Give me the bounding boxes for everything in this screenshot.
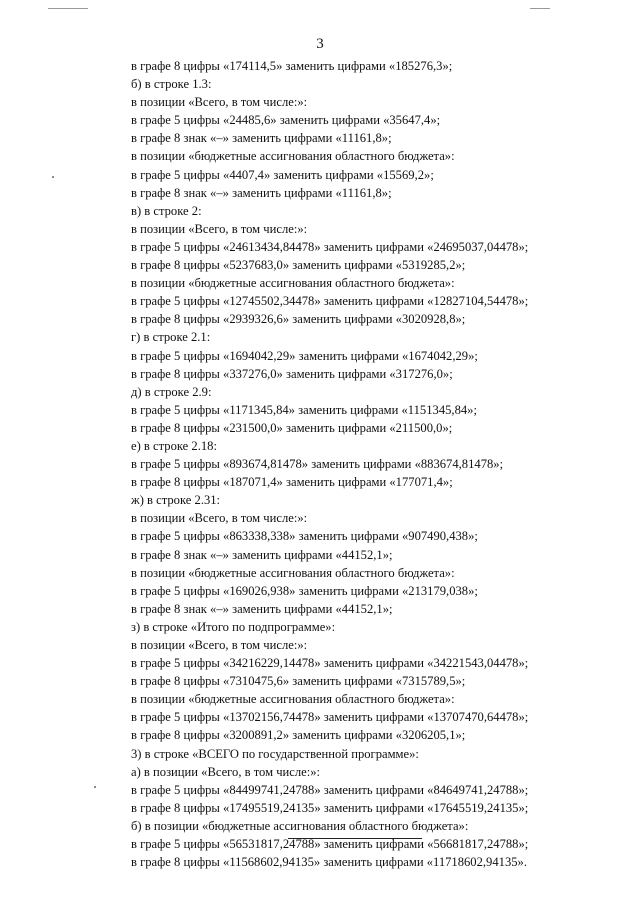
text-line: в позиции «Всего, в том числе:»:	[131, 638, 308, 652]
scan-artifact-dot	[94, 786, 96, 788]
text-line: в графе 5 цифры «24613434,84478» заменить цифрами «24695037,04478»;	[131, 239, 529, 254]
text-line: в графе 5 цифры «4407,4» заменить цифрами «15569,2»;	[131, 167, 434, 182]
text-line: в графе 8 знак «–» заменить цифрами «44152,1»;	[131, 601, 393, 616]
text-line: в графе 5 цифры «1171345,84» заменить цифрами «1151345,84»;	[131, 402, 477, 417]
scan-artifact-dot	[52, 176, 54, 178]
closing-rule	[288, 838, 422, 839]
text-line: в графе 8 цифры «17495519,24135» заменить цифрами «17645519,24135»;	[131, 800, 529, 815]
text-line: а) в позиции «Всего, в том числе:»:	[131, 764, 321, 779]
text-line: з) в строке «Итого по подпрограмме»:	[131, 619, 336, 634]
document-body	[131, 57, 621, 871]
text-line: в графе 8 цифры «2939326,6» заменить цифрами «3020928,8»;	[131, 312, 466, 327]
text-line: в графе 5 цифры «893674,81478» заменить цифрами «883674,81478»;	[131, 457, 504, 472]
text-line: в) в строке 2:	[131, 203, 202, 218]
text-line: д) в строке 2.9:	[131, 384, 212, 399]
text-line: в графе 5 цифры «24485,6» заменить цифрами «35647,4»;	[131, 113, 441, 128]
text-line: в графе 8 знак «–» заменить цифрами «11161,8»;	[131, 131, 392, 146]
scan-artifact-top-right	[530, 8, 550, 9]
text-line: в графе 8 цифры «187071,4» заменить цифрами «177071,4»;	[131, 475, 453, 490]
text-line: в позиции «бюджетные ассигнования областного бюджета»:	[131, 692, 455, 707]
text-line: е) в строке 2.18:	[131, 438, 217, 453]
page-number: 3	[316, 36, 324, 52]
text-line: в графе 8 знак «–» заменить цифрами «11161,8»;	[131, 185, 392, 200]
text-line: г) в строке 2.1:	[131, 330, 211, 345]
text-line: б) в строке 1.3:	[131, 77, 212, 92]
text-line: в позиции «Всего, в том числе:»:	[131, 221, 308, 236]
text-line: в позиции «бюджетные ассигнования областного бюджета»:	[131, 276, 455, 291]
text-line: в графе 8 цифры «11568602,94135» заменить цифрами «11718602,94135».	[131, 855, 527, 870]
text-line: в позиции «бюджетные ассигнования областного бюджета»:	[131, 149, 455, 164]
text-line: в графе 8 цифры «231500,0» заменить цифрами «211500,0»;	[131, 420, 453, 435]
text-line: в графе 8 цифры «5237683,0» заменить цифрами «5319285,2»;	[131, 258, 466, 273]
text-line: в графе 5 цифры «56531817,24788» заменить цифрами «56681817,24788»;	[131, 837, 529, 852]
text-line: в графе 5 цифры «84499741,24788» заменить цифрами «84649741,24788»;	[131, 782, 529, 797]
text-line: в позиции «бюджетные ассигнования областного бюджета»:	[131, 565, 455, 580]
text-line: ж) в строке 2.31:	[131, 493, 221, 508]
text-line: в графе 5 цифры «12745502,34478» заменить цифрами «12827104,54478»;	[131, 294, 529, 309]
text-line: в графе 5 цифры «863338,338» заменить цифрами «907490,438»;	[131, 529, 478, 544]
text-line: в позиции «Всего, в том числе:»:	[131, 95, 308, 110]
text-line: в графе 8 цифры «3200891,2» заменить цифрами «3206205,1»;	[131, 728, 466, 743]
text-line: в графе 5 цифры «169026,938» заменить цифрами «213179,038»;	[131, 583, 478, 598]
text-line: в графе 8 знак «–» заменить цифрами «44152,1»;	[131, 547, 393, 562]
text-line: б) в позиции «бюджетные ассигнования областного бюджета»:	[131, 818, 469, 833]
text-line: в графе 8 цифры «337276,0» заменить цифрами «317276,0»;	[131, 366, 453, 381]
text-line: 3) в строке «ВСЕГО по государственной программе»:	[131, 746, 419, 761]
text-line: в графе 8 цифры «7310475,6» заменить цифрами «7315789,5»;	[131, 674, 466, 689]
scan-artifact-top	[48, 8, 88, 9]
text-line: в графе 5 цифры «1694042,29» заменить цифрами «1674042,29»;	[131, 348, 478, 363]
text-line: в графе 8 цифры «174114,5» заменить цифрами «185276,3»;	[131, 59, 453, 73]
text-line: в позиции «Всего, в том числе:»:	[131, 511, 308, 526]
text-line: в графе 5 цифры «13702156,74478» заменить цифрами «13707470,64478»;	[131, 710, 529, 725]
text-line: в графе 5 цифры «34216229,14478» заменить цифрами «34221543,04478»;	[131, 656, 529, 671]
